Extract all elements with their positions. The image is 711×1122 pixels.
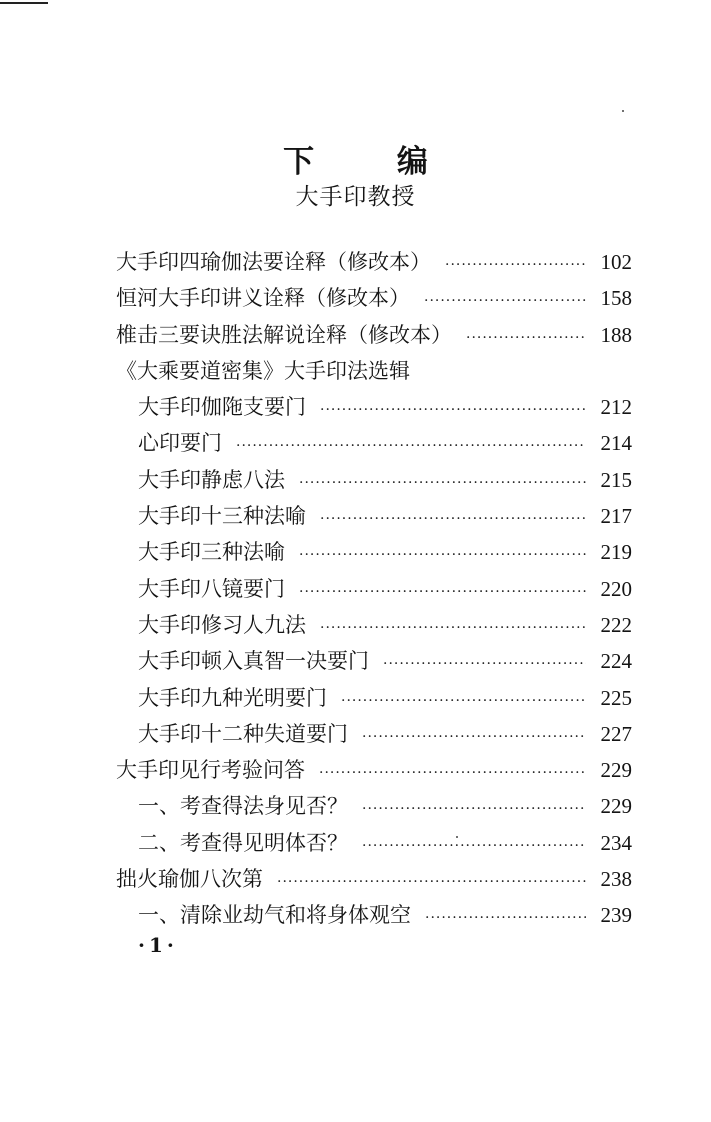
toc-entry-page-number: 219	[600, 540, 632, 565]
toc-entry	[116, 534, 632, 570]
corner-scan-mark	[0, 2, 48, 4]
toc-entry-title: 大手印十三种法喻	[138, 504, 306, 529]
dot-leader	[383, 646, 586, 682]
toc-entry-title: 椎击三要诀胜法解说诠释（修改本）	[116, 322, 452, 347]
dot-leader	[236, 428, 586, 464]
toc-entry-title: 《大乘要道密集》大手印法选辑	[116, 358, 410, 383]
toc-entry-title: 大手印四瑜伽法要诠释（修改本）	[116, 250, 431, 274]
dot-leader	[320, 610, 586, 646]
toc-entry-title: 一、考查得法身见否？	[138, 794, 348, 819]
toc-entry	[116, 607, 632, 643]
dot-leader	[320, 392, 586, 428]
dot-leader	[466, 320, 586, 356]
toc-entry	[116, 643, 632, 679]
toc-entry	[116, 825, 632, 861]
toc-entry	[116, 425, 632, 461]
toc-entry	[116, 788, 632, 824]
toc-entry	[116, 752, 632, 788]
toc-entry-page-number: 102	[600, 250, 632, 274]
toc-entry-title: 大手印见行考验问答	[116, 758, 305, 783]
dot-leader	[425, 900, 586, 936]
dot-leader	[362, 719, 586, 755]
dot-leader	[445, 247, 586, 283]
toc-entry-title: 大手印十二种失道要门	[138, 721, 348, 746]
table-of-contents	[116, 244, 632, 934]
toc-entry-page-number: 238	[600, 867, 632, 892]
toc-entry	[116, 244, 632, 280]
toc-entry-page-number: 158	[600, 286, 632, 311]
toc-entry-title: 心印要门	[138, 431, 222, 456]
toc-entry-page-number: 224	[600, 649, 632, 674]
dot-leader	[299, 537, 586, 573]
toc-entry-title: 大手印伽陁支要门	[138, 395, 306, 420]
dot-leader	[362, 791, 586, 827]
page-number-marker: ·1·	[138, 933, 178, 957]
toc-entry-page-number: 220	[600, 576, 632, 601]
toc-entry	[116, 498, 632, 534]
toc-entry	[116, 861, 632, 897]
toc-entry-title: 一、清除业劫气和将身体观空	[138, 903, 411, 928]
dot-leader	[319, 755, 586, 791]
toc-entry	[116, 317, 632, 353]
toc-entry-page-number: 222	[600, 612, 632, 637]
toc-entry-title: 大手印修习人九法	[138, 612, 306, 637]
toc-entry-title: 二、考查得见明体否？	[138, 830, 348, 855]
toc-entry-page-number: 229	[600, 794, 632, 819]
toc-entry	[116, 389, 632, 425]
scan-speck	[622, 110, 624, 112]
dot-leader	[424, 283, 586, 319]
toc-entry	[116, 680, 632, 716]
toc-entry	[116, 716, 632, 752]
toc-entry-page-number: 225	[600, 685, 632, 710]
toc-entry-title: 大手印三种法喻	[138, 540, 285, 565]
toc-entry-page-number: 214	[600, 431, 632, 456]
toc-entry-title: 恒河大手印讲义诠释（修改本）	[116, 286, 410, 311]
toc-entry	[116, 280, 632, 316]
toc-entry-title: 拙火瑜伽八次第	[116, 867, 263, 892]
toc-entry-page-number: 239	[600, 903, 632, 928]
toc-entry-title: 大手印静虑八法	[138, 467, 285, 492]
toc-entry-page-number: 212	[600, 395, 632, 420]
dot-leader	[277, 864, 586, 900]
dot-leader	[362, 828, 586, 864]
toc-entry-page-number: 215	[600, 467, 632, 492]
toc-entry-page-number: 229	[600, 758, 632, 783]
toc-entry	[116, 571, 632, 607]
toc-entry	[116, 897, 632, 933]
toc-entry-page-number: 188	[600, 322, 632, 347]
toc-entry-page-number: 227	[600, 721, 632, 746]
toc-entry-title: 大手印顿入真智一决要门	[138, 649, 369, 674]
toc-entry-page-number: 217	[600, 504, 632, 529]
dot-leader	[299, 465, 586, 501]
toc-entry-title: 大手印八镜要门	[138, 576, 285, 601]
dot-leader	[320, 501, 586, 537]
toc-entry	[116, 462, 632, 498]
dot-leader	[341, 683, 586, 719]
section-subtitle: 大手印教授	[295, 184, 416, 210]
dot-leader	[299, 574, 586, 610]
toc-entry-title: 大手印九种光明要门	[138, 685, 327, 710]
toc-entry	[116, 353, 632, 389]
toc-entry-page-number: 234	[600, 830, 632, 855]
section-title: 下 编	[283, 144, 464, 180]
